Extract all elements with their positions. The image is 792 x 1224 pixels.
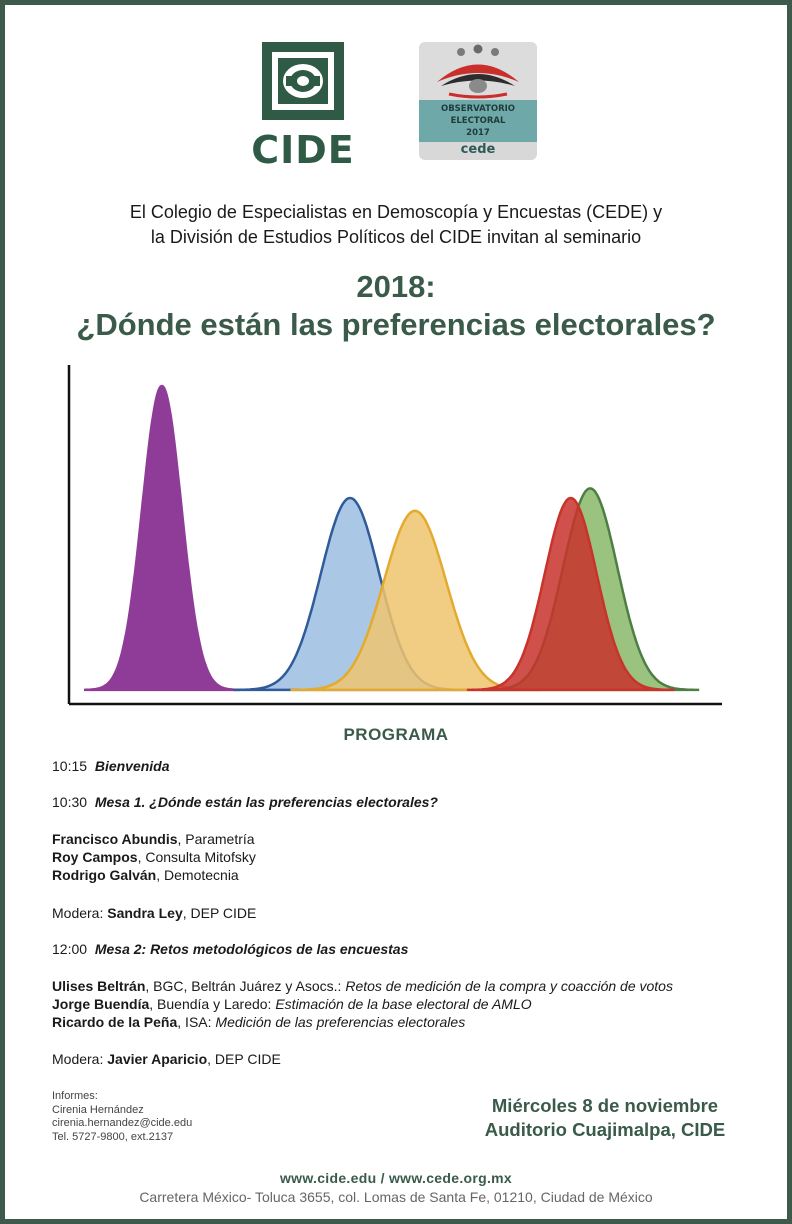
contact-email[interactable]: cirenia.hernandez@cide.edu bbox=[52, 1117, 193, 1129]
mesa1-item bbox=[52, 793, 438, 811]
observatorio-band bbox=[419, 100, 537, 142]
speaker-topic: Retos de medición de la compra y coacción de votos bbox=[345, 978, 673, 994]
speaker-name: Ulises Beltrán bbox=[52, 978, 146, 994]
speaker-affiliation: , Demotecnia bbox=[156, 867, 239, 883]
speaker-affiliation: , Buendía y Laredo: bbox=[149, 996, 276, 1012]
bienvenida-label: Bienvenida bbox=[94, 758, 170, 774]
intro-text bbox=[40, 200, 752, 250]
mesa2-item bbox=[52, 940, 408, 958]
cede-wordmark: cede bbox=[460, 142, 496, 157]
cide-wordmark: CIDE bbox=[251, 128, 355, 172]
event-info bbox=[460, 1094, 750, 1142]
moderator-prefix: Modera: bbox=[52, 1051, 108, 1067]
speaker-name: Rodrigo Galván bbox=[52, 867, 157, 883]
title-line-1: 2018: bbox=[356, 269, 436, 304]
speaker-affiliation: , Parametría bbox=[177, 831, 255, 847]
mesa1-time: 10:30 bbox=[52, 794, 88, 810]
speaker-name: Jorge Buendía bbox=[52, 996, 150, 1012]
speaker-line bbox=[52, 830, 255, 848]
observatorio-title: OBSERVATORIO bbox=[440, 104, 516, 114]
footer-urls[interactable]: www.cide.edu / www.cede.org.mx bbox=[279, 1170, 512, 1186]
mesa1-label: Mesa 1. ¿Dónde están las preferencias electorales? bbox=[94, 794, 438, 810]
footer-address: Carretera México- Toluca 3655, col. Lomas de Santa Fe, 01210, Ciudad de México bbox=[139, 1189, 653, 1205]
bienvenida-item bbox=[52, 757, 170, 775]
contact-phone: Tel. 5727-9800, ext.2137 bbox=[52, 1130, 174, 1143]
speaker-line bbox=[52, 848, 256, 866]
speaker-affiliation: , ISA: bbox=[177, 1014, 216, 1030]
electoral-title: ELECTORAL bbox=[450, 116, 506, 126]
cide-emblem-icon bbox=[250, 40, 356, 126]
moderator-affiliation: , DEP CIDE bbox=[207, 1051, 281, 1067]
distribution-chart-svg bbox=[55, 360, 735, 710]
moderator-prefix: Modera: bbox=[52, 905, 108, 921]
speaker-name: Roy Campos bbox=[52, 849, 138, 865]
eye-emblem-icon bbox=[419, 42, 537, 100]
mesa2-label: Mesa 2: Retos metodológicos de las encuestas bbox=[94, 941, 409, 957]
moderator-name: Javier Aparicio bbox=[107, 1051, 208, 1067]
bienvenida-time: 10:15 bbox=[52, 758, 88, 774]
speaker-affiliation: , BGC, Beltrán Juárez y Asocs.: bbox=[145, 978, 346, 994]
speaker-line bbox=[52, 1013, 465, 1031]
speaker-topic: Medición de las preferencias electorales bbox=[215, 1014, 466, 1030]
distribution-curve-1 bbox=[84, 386, 240, 690]
speaker-name: Francisco Abundis bbox=[52, 831, 178, 847]
speaker-line bbox=[52, 977, 673, 995]
mesa2-moderator bbox=[52, 1050, 281, 1068]
distribution-chart bbox=[55, 360, 735, 710]
informes-label: Informes: bbox=[52, 1090, 98, 1102]
observatorio-logo bbox=[419, 42, 537, 160]
event-date: Miércoles 8 de noviembre bbox=[491, 1095, 719, 1116]
speaker-name: Ricardo de la Peña bbox=[52, 1014, 178, 1030]
speaker-topic: Estimación de la base electoral de AMLO bbox=[275, 996, 532, 1012]
speaker-line bbox=[52, 995, 532, 1013]
informes-block bbox=[52, 1090, 192, 1144]
mesa2-time: 12:00 bbox=[52, 941, 88, 957]
intro-line-1: El Colegio de Especialistas en Demoscopía y Encuestas (CEDE) y bbox=[129, 202, 663, 222]
speaker-affiliation: , Consulta Mitofsky bbox=[137, 849, 256, 865]
seminar-title bbox=[20, 268, 772, 344]
observatorio-year: 2017 bbox=[466, 128, 490, 138]
event-place: Auditorio Cuajimalpa, CIDE bbox=[484, 1119, 726, 1140]
moderator-affiliation: , DEP CIDE bbox=[182, 905, 257, 921]
intro-line-2: la División de Estudios Políticos del CIDE invitan al seminario bbox=[150, 227, 642, 247]
programa-heading: PROGRAMA bbox=[343, 725, 449, 744]
moderator-name: Sandra Ley bbox=[107, 905, 183, 921]
title-line-2: ¿Dónde están las preferencias electorales? bbox=[76, 307, 716, 342]
contact-name: Cirenia Hernández bbox=[52, 1103, 144, 1116]
speaker-line bbox=[52, 866, 239, 884]
cide-logo bbox=[250, 40, 356, 170]
mesa1-moderator bbox=[52, 904, 256, 922]
